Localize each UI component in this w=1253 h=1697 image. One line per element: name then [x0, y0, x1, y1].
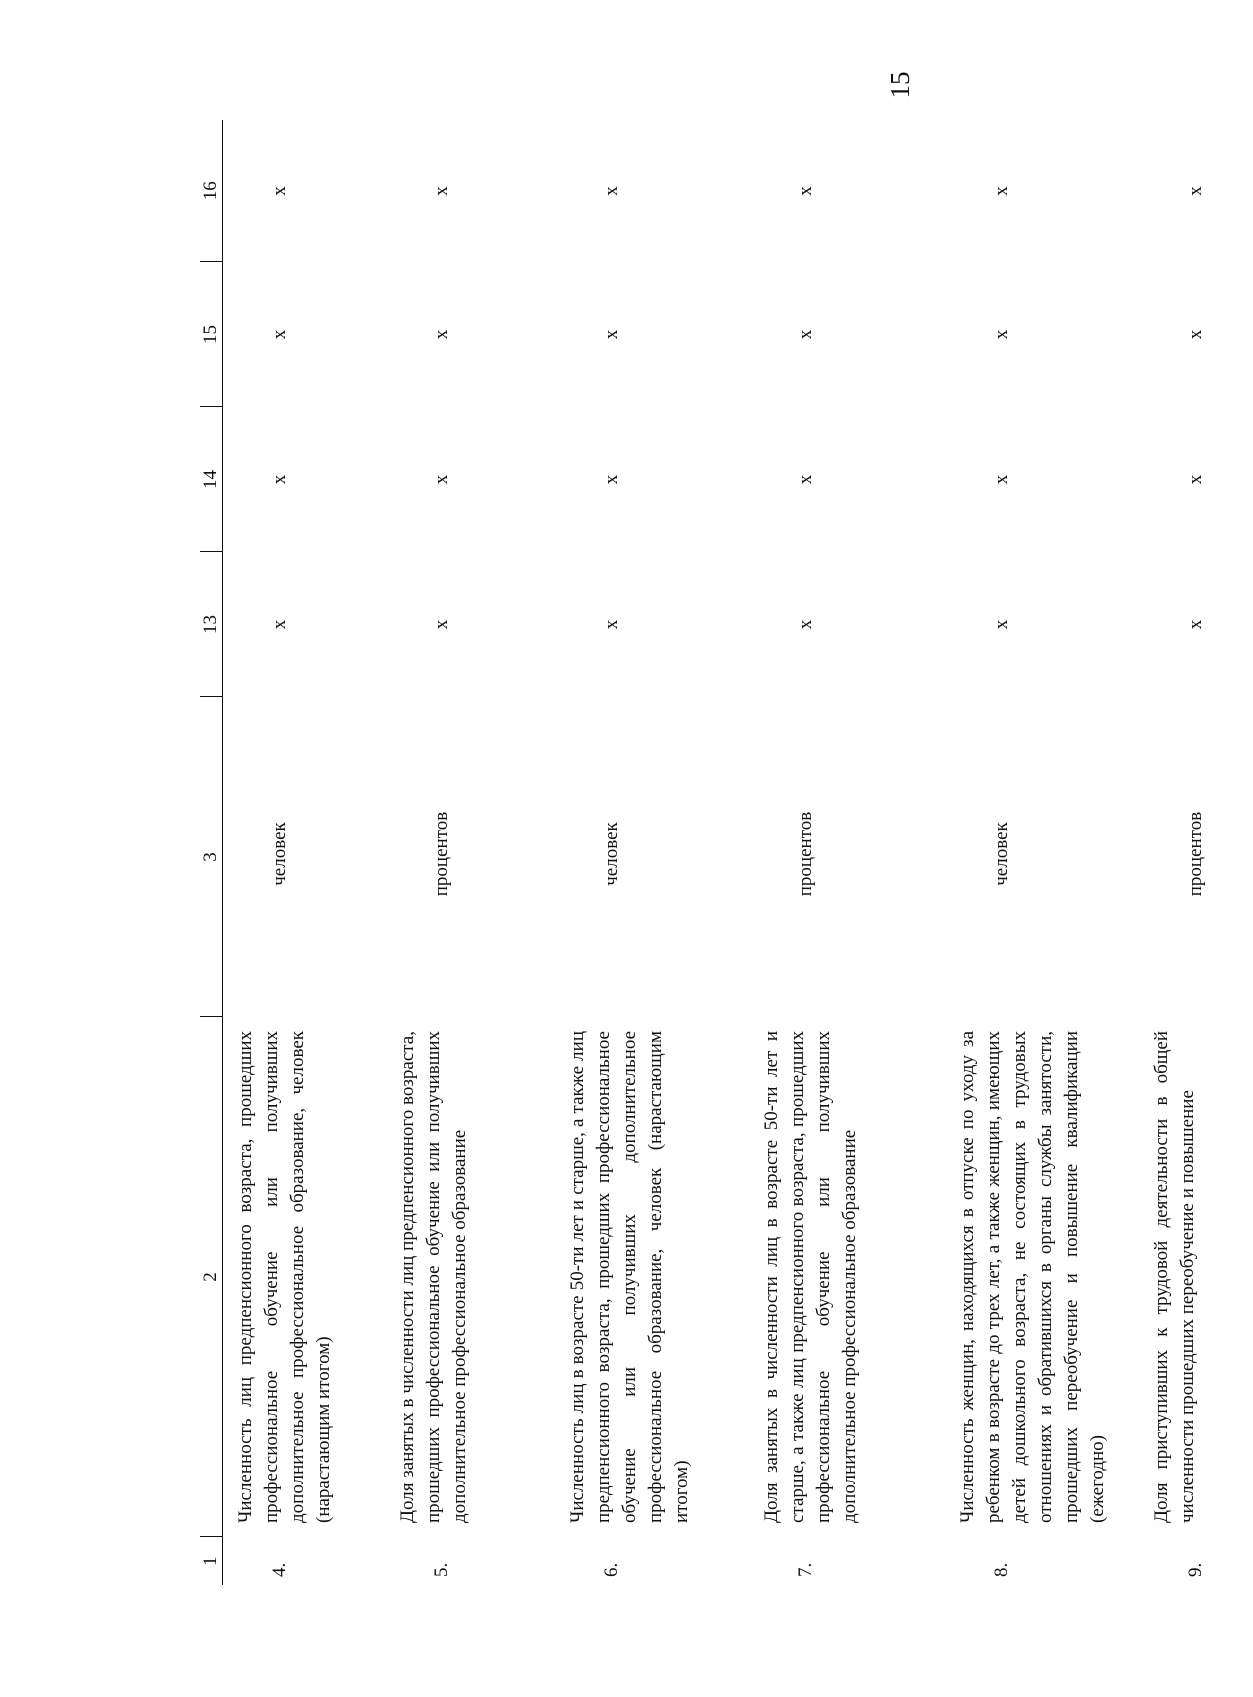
row-number: 8. [991, 1562, 1012, 1577]
column-number-header-row [200, 120, 223, 1585]
cell-value: x [601, 619, 622, 630]
page-number: 15 [884, 71, 915, 99]
indicator-name: Доля занятых в численности лиц в возрасте 50-ти лет и старше, а также лиц предпенсионного возраста, прошедших профессиональное обучение или получивших дополнительное профессиональное образование [761, 1031, 860, 1523]
cell-value: x [431, 474, 452, 485]
unit-of-measure: процентов [1185, 811, 1206, 897]
column-header: 1 [200, 1537, 223, 1585]
indicators-table [200, 120, 1253, 1585]
cell-value: x [601, 186, 622, 196]
unit-of-measure: процентов [431, 811, 452, 897]
unit-of-measure: человек [269, 822, 290, 886]
cell-value: x [991, 186, 1012, 196]
indicator-name: Доля приступивших к трудовой деятельности в общей численности прошедших переобучение и повышение [1151, 1031, 1198, 1523]
unit-of-measure: процентов [795, 811, 816, 897]
row-number: 5. [431, 1562, 452, 1577]
cell-value: x [1185, 329, 1206, 340]
cell-value: x [1185, 186, 1206, 196]
table-row [945, 120, 1139, 1585]
cell-value: x [991, 329, 1012, 340]
cell-value: x [431, 329, 452, 340]
cell-value: x [431, 186, 452, 196]
column-header: 13 [200, 552, 223, 697]
cell-value: x [795, 474, 816, 485]
column-header: 16 [200, 120, 223, 262]
table-row [555, 120, 749, 1585]
row-number: 9. [1185, 1562, 1206, 1577]
row-number: 7. [795, 1562, 816, 1577]
cell-value: x [269, 474, 290, 485]
cell-value: x [269, 329, 290, 340]
row-number: 4. [269, 1562, 290, 1577]
table-row [749, 120, 945, 1585]
indicator-name: Численность лиц в возрасте 50-ти лет и старше, а также лиц предпенсионного возраста, прошедших профессиональное обучение или получивших дополнительное профессиональное образование, человек (нарастающим итогом) [567, 1031, 692, 1523]
unit-of-measure: человек [601, 822, 622, 886]
cell-value: x [795, 619, 816, 630]
cell-value: x [1185, 619, 1206, 630]
column-header: 15 [200, 262, 223, 407]
column-header: 2 [200, 1017, 223, 1537]
indicator-name: Численность женщин, находящихся в отпуске по уходу за ребенком в возрасте до трех лет, а также женщин, имеющих детей дошкольного возраста, не состоящих в трудовых отношениях и обратившихся в органы службы занятости, прошедших переобучение и повышение квалификации (ежегодно) [957, 1031, 1108, 1523]
cell-value: x [795, 186, 816, 196]
cell-value: x [269, 619, 290, 630]
indicator-name: Доля занятых в численности лиц предпенсионного возраста, прошедших профессиональное обучение или получивших дополнительное профессиональное образование [397, 1031, 470, 1523]
column-header: 3 [200, 697, 223, 1017]
table-row [223, 120, 386, 1585]
column-header: 14 [200, 407, 223, 552]
table-row [385, 120, 555, 1585]
cell-value: x [269, 186, 290, 196]
cell-value: x [991, 619, 1012, 630]
row-number: 6. [601, 1562, 622, 1577]
unit-of-measure: человек [991, 822, 1012, 886]
rotated-table-sheet [200, 120, 1206, 1585]
indicator-name: Численность лиц предпенсионного возраста, прошедших профессиональное обучение или получивших дополнительное профессиональное образование, человек (нарастающим итогом) [235, 1031, 334, 1523]
cell-value: x [601, 329, 622, 340]
cell-value: x [795, 329, 816, 340]
cell-value: x [601, 474, 622, 485]
cell-value: x [1185, 474, 1206, 485]
cell-value: x [991, 474, 1012, 485]
cell-value: x [431, 619, 452, 630]
table-row [1139, 120, 1253, 1585]
